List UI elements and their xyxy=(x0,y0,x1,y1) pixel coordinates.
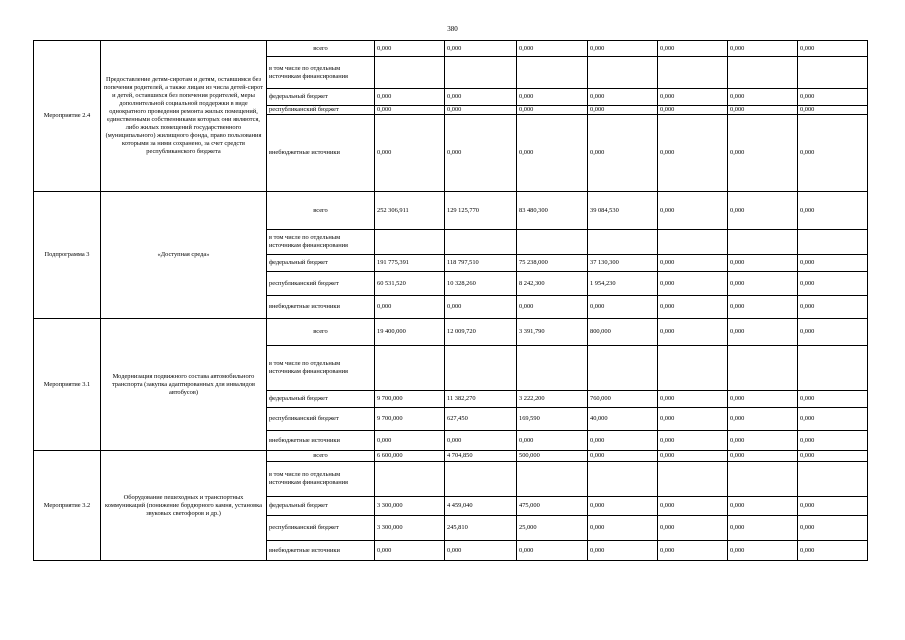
amount-cell: 191 775,391 xyxy=(375,255,445,272)
amount-cell: 0,000 xyxy=(658,516,728,541)
table-row xyxy=(34,41,868,57)
amount-cell: 0,000 xyxy=(728,106,798,115)
funding-source-cell: республиканский бюджет xyxy=(267,408,375,431)
amount-cell xyxy=(445,57,517,89)
amount-cell: 0,000 xyxy=(445,541,517,561)
amount-cell: 0,000 xyxy=(517,41,588,57)
amount-cell: 0,000 xyxy=(375,41,445,57)
amount-cell: 0,000 xyxy=(798,115,868,192)
funding-source-cell: в том числе по отдельным источникам финансирования xyxy=(267,346,375,391)
amount-cell: 0,000 xyxy=(658,541,728,561)
amount-cell: 0,000 xyxy=(375,115,445,192)
amount-cell: 0,000 xyxy=(588,541,658,561)
amount-cell: 0,000 xyxy=(798,516,868,541)
funding-source-cell: республиканский бюджет xyxy=(267,106,375,115)
amount-cell: 0,000 xyxy=(588,431,658,451)
amount-cell: 760,000 xyxy=(588,391,658,408)
amount-cell: 129 125,770 xyxy=(445,192,517,230)
amount-cell: 0,000 xyxy=(728,296,798,319)
amount-cell: 11 382,270 xyxy=(445,391,517,408)
amount-cell: 800,000 xyxy=(588,319,658,346)
funding-source-cell: внебюджетные источники xyxy=(267,541,375,561)
amount-cell: 0,000 xyxy=(798,296,868,319)
amount-cell: 0,000 xyxy=(658,89,728,106)
amount-cell: 0,000 xyxy=(728,89,798,106)
funding-source-cell: федеральный бюджет xyxy=(267,255,375,272)
amount-cell xyxy=(375,462,445,497)
amount-cell: 83 480,300 xyxy=(517,192,588,230)
amount-cell xyxy=(658,346,728,391)
amount-cell: 0,000 xyxy=(375,541,445,561)
amount-cell xyxy=(658,462,728,497)
amount-cell: 500,000 xyxy=(517,451,588,462)
amount-cell: 0,000 xyxy=(798,41,868,57)
amount-cell: 0,000 xyxy=(728,255,798,272)
amount-cell: 75 238,000 xyxy=(517,255,588,272)
amount-cell: 0,000 xyxy=(588,451,658,462)
amount-cell xyxy=(517,57,588,89)
amount-cell: 0,000 xyxy=(728,319,798,346)
amount-cell xyxy=(375,57,445,89)
amount-cell xyxy=(798,57,868,89)
amount-cell: 0,000 xyxy=(517,431,588,451)
amount-cell: 0,000 xyxy=(658,192,728,230)
amount-cell xyxy=(517,346,588,391)
program-name-cell: Мероприятие 3.2 xyxy=(34,451,101,561)
funding-source-cell: всего xyxy=(267,319,375,346)
amount-cell: 0,000 xyxy=(517,115,588,192)
amount-cell xyxy=(375,346,445,391)
amount-cell: 0,000 xyxy=(658,106,728,115)
amount-cell: 0,000 xyxy=(588,497,658,516)
amount-cell: 0,000 xyxy=(798,497,868,516)
amount-cell: 0,000 xyxy=(728,451,798,462)
amount-cell: 8 242,300 xyxy=(517,272,588,296)
amount-cell: 0,000 xyxy=(658,319,728,346)
amount-cell: 118 797,510 xyxy=(445,255,517,272)
amount-cell xyxy=(445,462,517,497)
amount-cell: 0,000 xyxy=(798,272,868,296)
amount-cell: 0,000 xyxy=(798,106,868,115)
amount-cell: 25,000 xyxy=(517,516,588,541)
program-description-cell: Модернизация подвижного состава автомобильного транспорта (закупка адаптированных для инвалидов автобусов) xyxy=(101,319,267,451)
amount-cell: 0,000 xyxy=(658,41,728,57)
amount-cell: 0,000 xyxy=(445,296,517,319)
amount-cell: 0,000 xyxy=(588,89,658,106)
budget-table xyxy=(33,40,868,561)
table-row xyxy=(34,451,868,462)
amount-cell: 0,000 xyxy=(588,115,658,192)
amount-cell: 0,000 xyxy=(375,89,445,106)
amount-cell: 0,000 xyxy=(588,41,658,57)
amount-cell: 12 009,720 xyxy=(445,319,517,346)
amount-cell: 0,000 xyxy=(517,296,588,319)
funding-source-cell: всего xyxy=(267,41,375,57)
amount-cell: 0,000 xyxy=(798,451,868,462)
amount-cell: 0,000 xyxy=(517,541,588,561)
amount-cell xyxy=(798,230,868,255)
amount-cell: 0,000 xyxy=(728,192,798,230)
funding-source-cell: в том числе по отдельным источникам финансирования xyxy=(267,230,375,255)
amount-cell xyxy=(445,346,517,391)
amount-cell: 0,000 xyxy=(798,408,868,431)
amount-cell: 0,000 xyxy=(517,89,588,106)
amount-cell xyxy=(728,230,798,255)
amount-cell: 0,000 xyxy=(588,516,658,541)
amount-cell: 252 306,911 xyxy=(375,192,445,230)
amount-cell: 0,000 xyxy=(798,319,868,346)
amount-cell: 40,000 xyxy=(588,408,658,431)
amount-cell: 0,000 xyxy=(658,431,728,451)
amount-cell: 10 328,260 xyxy=(445,272,517,296)
amount-cell: 0,000 xyxy=(798,255,868,272)
amount-cell: 0,000 xyxy=(445,89,517,106)
amount-cell: 0,000 xyxy=(728,391,798,408)
amount-cell xyxy=(798,346,868,391)
amount-cell: 3 300,000 xyxy=(375,516,445,541)
program-description-cell: «Доступная среда» xyxy=(101,192,267,319)
amount-cell: 60 531,520 xyxy=(375,272,445,296)
amount-cell: 627,450 xyxy=(445,408,517,431)
program-name-cell: Мероприятие 3.1 xyxy=(34,319,101,451)
amount-cell xyxy=(588,57,658,89)
funding-source-cell: в том числе по отдельным источникам финансирования xyxy=(267,462,375,497)
amount-cell: 0,000 xyxy=(658,296,728,319)
amount-cell xyxy=(375,230,445,255)
amount-cell xyxy=(728,57,798,89)
amount-cell: 0,000 xyxy=(588,296,658,319)
amount-cell xyxy=(728,346,798,391)
funding-source-cell: внебюджетные источники xyxy=(267,296,375,319)
amount-cell: 1 954,230 xyxy=(588,272,658,296)
amount-cell: 0,000 xyxy=(798,431,868,451)
amount-cell: 0,000 xyxy=(445,106,517,115)
amount-cell xyxy=(728,462,798,497)
amount-cell: 0,000 xyxy=(658,391,728,408)
amount-cell: 0,000 xyxy=(728,272,798,296)
amount-cell: 0,000 xyxy=(728,541,798,561)
amount-cell: 0,000 xyxy=(728,408,798,431)
amount-cell: 0,000 xyxy=(517,106,588,115)
amount-cell xyxy=(798,462,868,497)
amount-cell: 0,000 xyxy=(798,89,868,106)
amount-cell xyxy=(658,230,728,255)
amount-cell: 0,000 xyxy=(445,431,517,451)
amount-cell: 0,000 xyxy=(798,541,868,561)
amount-cell: 0,000 xyxy=(728,115,798,192)
amount-cell: 245,810 xyxy=(445,516,517,541)
page-number: 380 xyxy=(447,25,458,33)
amount-cell: 19 400,000 xyxy=(375,319,445,346)
amount-cell: 37 130,300 xyxy=(588,255,658,272)
table-row xyxy=(34,319,868,346)
amount-cell: 0,000 xyxy=(728,41,798,57)
program-name-cell: Мероприятие 2.4 xyxy=(34,41,101,192)
funding-source-cell: всего xyxy=(267,192,375,230)
amount-cell: 0,000 xyxy=(658,255,728,272)
amount-cell: 4 704,850 xyxy=(445,451,517,462)
amount-cell: 0,000 xyxy=(798,391,868,408)
funding-source-cell: республиканский бюджет xyxy=(267,272,375,296)
program-name-cell: Подпрограмма 3 xyxy=(34,192,101,319)
amount-cell: 9 700,000 xyxy=(375,408,445,431)
amount-cell xyxy=(445,230,517,255)
funding-source-cell: федеральный бюджет xyxy=(267,497,375,516)
funding-source-cell: в том числе по отдельным источникам финансирования xyxy=(267,57,375,89)
amount-cell: 0,000 xyxy=(375,296,445,319)
amount-cell: 169,590 xyxy=(517,408,588,431)
amount-cell: 0,000 xyxy=(375,106,445,115)
amount-cell: 3 391,790 xyxy=(517,319,588,346)
amount-cell: 0,000 xyxy=(658,408,728,431)
amount-cell xyxy=(588,230,658,255)
funding-source-cell: республиканский бюджет xyxy=(267,516,375,541)
amount-cell: 0,000 xyxy=(658,272,728,296)
amount-cell: 0,000 xyxy=(658,115,728,192)
amount-cell: 4 459,040 xyxy=(445,497,517,516)
amount-cell: 0,000 xyxy=(445,115,517,192)
funding-source-cell: федеральный бюджет xyxy=(267,391,375,408)
amount-cell: 0,000 xyxy=(588,106,658,115)
program-description-cell: Оборудование пешеходных и транспортных коммуникаций (понижение бордюрного камня, установка звуковых светофоров и др.) xyxy=(101,451,267,561)
funding-source-cell: внебюджетные источники xyxy=(267,115,375,192)
amount-cell: 0,000 xyxy=(728,516,798,541)
amount-cell: 39 084,530 xyxy=(588,192,658,230)
funding-source-cell: внебюджетные источники xyxy=(267,431,375,451)
amount-cell xyxy=(588,346,658,391)
amount-cell: 9 700,000 xyxy=(375,391,445,408)
amount-cell: 0,000 xyxy=(798,192,868,230)
amount-cell xyxy=(517,462,588,497)
amount-cell: 0,000 xyxy=(658,497,728,516)
amount-cell: 0,000 xyxy=(728,431,798,451)
amount-cell: 3 222,200 xyxy=(517,391,588,408)
amount-cell: 475,000 xyxy=(517,497,588,516)
amount-cell xyxy=(658,57,728,89)
funding-source-cell: всего xyxy=(267,451,375,462)
amount-cell: 0,000 xyxy=(375,431,445,451)
amount-cell xyxy=(517,230,588,255)
program-description-cell: Предоставление детям-сиротам и детям, оставшимся без попечения родителей, а также лицам из числа детей-сирот и детей, оставшихся без попечения родителей, меры дополнительной социальной поддержки в виде однократного проведения ремонта жилых помещений, единственными собственниками которых они являются, либо жилых помещений государственного (муниципального) жилищного фонда, право пользования которыми за ними сохранено, за счет средств республиканского бюджета xyxy=(101,41,267,192)
amount-cell: 3 300,000 xyxy=(375,497,445,516)
amount-cell: 0,000 xyxy=(445,41,517,57)
table-row xyxy=(34,192,868,230)
amount-cell: 0,000 xyxy=(658,451,728,462)
amount-cell xyxy=(588,462,658,497)
amount-cell: 0,000 xyxy=(728,497,798,516)
funding-source-cell: федеральный бюджет xyxy=(267,89,375,106)
amount-cell: 6 600,000 xyxy=(375,451,445,462)
